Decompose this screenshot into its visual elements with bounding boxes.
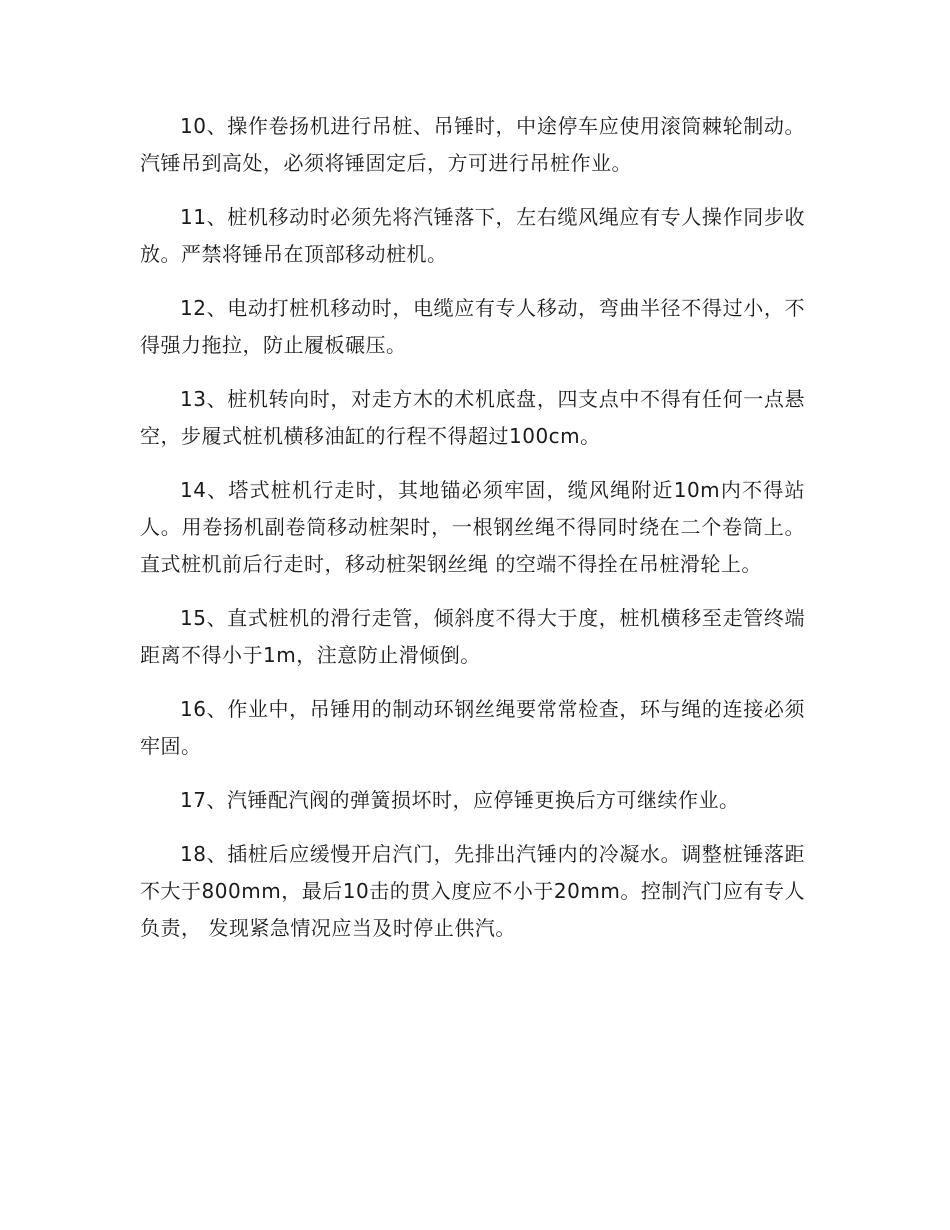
paragraph-18: 18、插桩后应缓慢开启汽门，先排出汽锤内的冷凝水。调整桩锤落距不大于800mm，最后10击的贯入度应不小于20mm。控制汽门应有专人负责， 发现紧急情况应当及时停止供汽。 <box>140 842 805 940</box>
paragraph-10: 10、操作卷扬机进行吊桩、吊锤时，中途停车应使用滚筒棘轮制动。汽锤吊到高处，必须将锤固定后，方可进行吊桩作业。 <box>140 114 805 175</box>
paragraph-13: 13、桩机转向时，对走方木的术机底盘，四支点中不得有任何一点悬空，步履式桩机横移油缸的行程不得超过100cm。 <box>140 387 805 448</box>
paragraph-17: 17、汽锤配汽阀的弹簧损坏时，应停锤更换后方可继续作业。 <box>180 788 740 812</box>
paragraph-14: 14、塔式桩机行走时，其地锚必须牢固，缆风绳附近10m内不得站人。用卷扬机副卷筒移动桩架时，一根钢丝绳不得同时绕在二个卷筒上。直式桩机前后行走时，移动桩架钢丝绳 的空端不得拴在吊桩滑轮上。 <box>140 478 805 576</box>
paragraph-12: 12、电动打桩机移动时，电缆应有专人移动，弯曲半径不得过小，不得强力拖拉，防止履板碾压。 <box>140 296 805 357</box>
paragraph-15: 15、直式桩机的滑行走管，倾斜度不得大于度，桩机横移至走管终端距离不得小于1m，注意防止滑倾倒。 <box>140 606 805 667</box>
document-body <box>140 108 805 964</box>
paragraph-11: 11、桩机移动时必须先将汽锤落下，左右缆风绳应有专人操作同步收放。严禁将锤吊在顶部移动桩机。 <box>140 205 805 266</box>
paragraph-16: 16、作业中，吊锤用的制动环钢丝绳要常常检查，环与绳的连接必须牢固。 <box>140 697 805 758</box>
